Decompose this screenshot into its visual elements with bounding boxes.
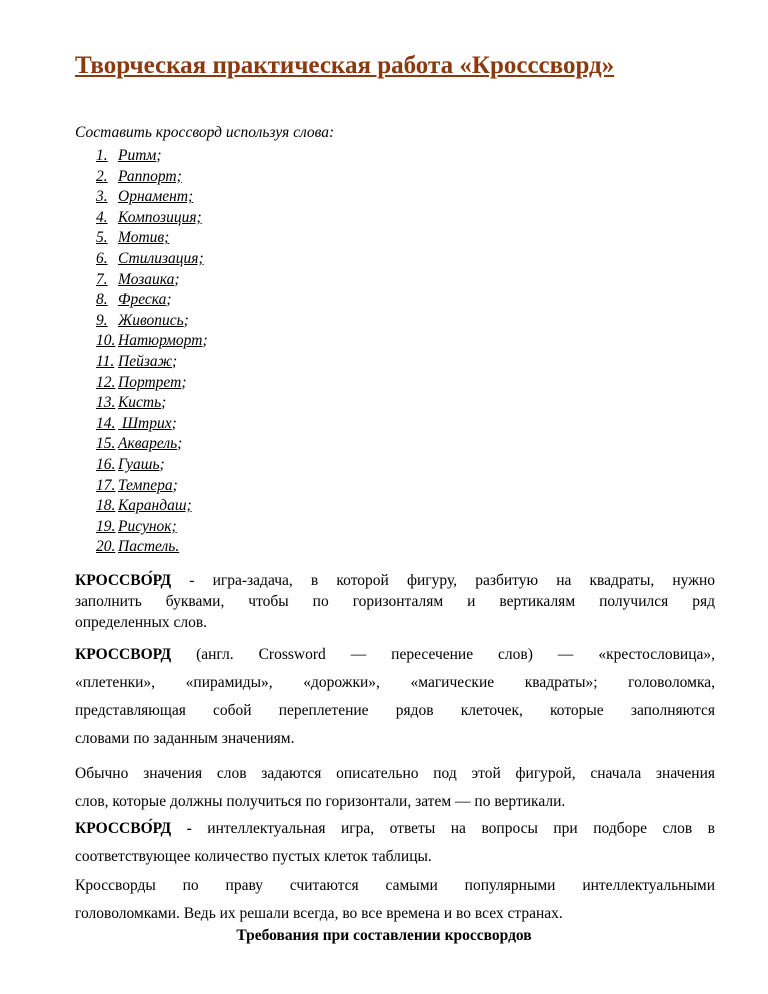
word-number: 18. <box>96 497 116 515</box>
word-text: Фреска <box>118 291 167 309</box>
word-number: 14. <box>96 414 116 432</box>
word-number: 1. <box>96 147 108 164</box>
word-text: Натюрморт <box>118 332 203 350</box>
word-list-item <box>96 187 208 208</box>
paragraph-definition-1: КРОССВО́РД - игра-задача, в которой фигуру, разбитую на квадраты, нужно заполнить буквами, чтобы по горизонталям и вертикалям получился ряд определенных слов. <box>75 572 715 631</box>
word-text: Карандаш; <box>118 497 192 515</box>
word-number: 10. <box>96 332 116 350</box>
word-separator: ; <box>171 414 177 432</box>
word-separator: ; <box>172 352 178 370</box>
section-heading: Требования при составлении кроссвордов <box>236 927 532 944</box>
word-separator: ; <box>177 435 183 453</box>
word-number: 15. <box>96 435 116 453</box>
word-number: 9. <box>96 311 108 329</box>
word-text: Пейзаж <box>118 352 173 370</box>
word-text: Мотив; <box>118 229 170 247</box>
word-list-item <box>96 496 208 517</box>
word-text: Портрет <box>118 373 182 391</box>
word-number: 3. <box>96 188 108 206</box>
word-number: 7. <box>96 270 108 288</box>
word-separator: ; <box>159 455 165 473</box>
word-list-item <box>96 476 208 497</box>
word-text: Гуашь <box>118 455 160 473</box>
word-separator: ; <box>181 373 187 391</box>
word-list-item <box>96 270 208 291</box>
word-text: Живопись <box>118 311 184 329</box>
word-list-item <box>96 290 208 311</box>
word-separator: ; <box>172 476 178 494</box>
word-number: 11. <box>96 352 115 370</box>
word-number: 19. <box>96 517 116 535</box>
word-list-item <box>96 352 208 373</box>
word-text: Акварель <box>118 435 178 453</box>
term-crossword: КРОССВОРД <box>75 646 172 663</box>
word-text: Раппорт; <box>118 167 182 185</box>
paragraph-definition-2: КРОССВОРД (англ. Crossword — пересечение слов) — «крестословица», «плетенки», «пирамиды», «дорожки», «магические квадраты»; головоломка, представляющая собой переплетение рядов клеточек, которые заполняются словами по заданным значениям. <box>75 646 715 747</box>
word-list-item <box>96 393 208 414</box>
word-number: 12. <box>96 373 116 391</box>
word-separator: ; <box>166 291 172 309</box>
word-separator: ; <box>156 147 162 164</box>
word-list-item <box>96 414 208 435</box>
word-list-item <box>96 311 208 332</box>
word-text: Кисть <box>118 394 162 412</box>
word-number: 20. <box>96 538 116 556</box>
paragraph-popularity: Кроссворды по праву считаются самыми популярными интеллектуальными головоломками. Ведь их решали всегда, во все времена и во всех странах. <box>75 877 715 922</box>
word-number: 4. <box>96 208 108 226</box>
word-list <box>96 146 208 558</box>
word-text: Композиция; <box>118 208 202 226</box>
word-text: Мозаика <box>118 270 175 288</box>
word-text: Пастель. <box>118 538 180 556</box>
word-list-item <box>96 373 208 394</box>
document-title: Творческая практическая работа «Кросссворд» <box>75 52 615 79</box>
word-number: 6. <box>96 249 108 267</box>
word-number: 17. <box>96 476 116 494</box>
word-list-item <box>96 146 208 167</box>
word-number: 2. <box>96 167 108 185</box>
intro-text: Составить кроссворд используя слова: <box>75 124 335 141</box>
word-number: 13. <box>96 394 116 412</box>
word-list-item <box>96 455 208 476</box>
word-separator: ; <box>174 270 180 288</box>
word-list-item <box>96 228 208 249</box>
word-text: Ритм <box>118 147 157 164</box>
word-number: 5. <box>96 229 108 247</box>
word-separator: ; <box>161 394 167 412</box>
paragraph-meanings: Обычно значения слов задаются описательно под этой фигурой, сначала значения слов, которые должны получиться по горизонтали, затем — по вертикали. <box>75 765 715 810</box>
word-list-item <box>96 434 208 455</box>
word-text: Стилизация; <box>118 249 204 267</box>
term-crossword: КРОССВО́РД - <box>75 820 192 837</box>
word-text: Темпера <box>118 476 173 494</box>
word-text: Орнамент; <box>118 188 194 206</box>
word-list-item <box>96 167 208 188</box>
term-crossword: КРОССВО́РД <box>75 572 172 589</box>
word-list-item <box>96 208 208 229</box>
word-text: Штрих <box>118 414 172 432</box>
word-number: 16. <box>96 455 116 473</box>
word-separator: ; <box>183 311 189 329</box>
word-list-item <box>96 517 208 538</box>
word-list-item <box>96 249 208 270</box>
word-list-item <box>96 331 208 352</box>
word-text: Рисунок; <box>118 517 177 535</box>
word-separator: ; <box>202 332 208 350</box>
paragraph-definition-3: КРОССВО́РД - интеллектуальная игра, ответы на вопросы при подборе слов в соответствующее количество пустых клеток таблицы. <box>75 820 715 865</box>
word-number: 8. <box>96 291 108 309</box>
word-list-item <box>96 537 208 558</box>
